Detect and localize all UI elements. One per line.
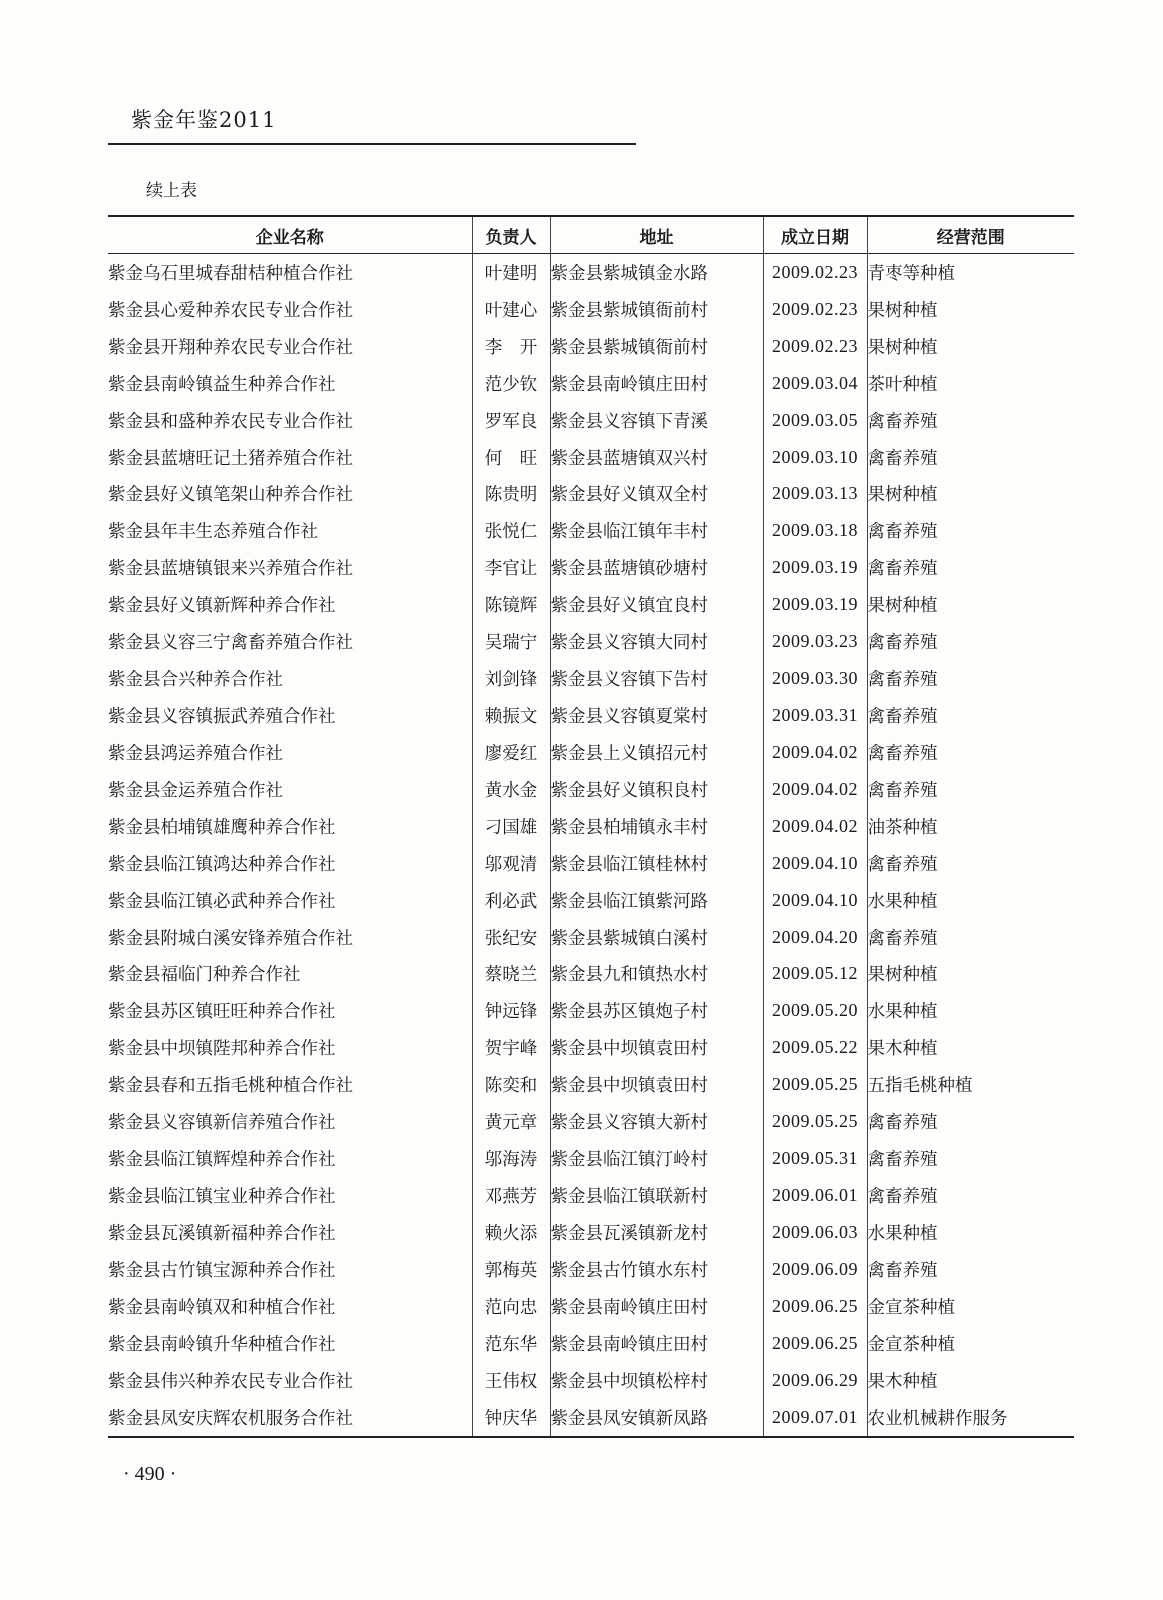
cell-address: 紫金县临江镇汀岭村 [550, 1140, 763, 1177]
table-row [108, 402, 1074, 439]
cell-date: 2009.03.23 [763, 623, 867, 660]
cell-scope: 水果种植 [867, 1214, 1074, 1251]
table-row [108, 1177, 1074, 1214]
cell-head: 叶建心 [472, 291, 550, 328]
cell-date: 2009.05.25 [763, 1103, 867, 1140]
cell-head: 李官让 [472, 549, 550, 586]
cell-head: 何 旺 [472, 439, 550, 476]
cell-address: 紫金县柏埔镇永丰村 [550, 808, 763, 845]
cell-head: 邓燕芳 [472, 1177, 550, 1214]
cell-address: 紫金县紫城镇金水路 [550, 254, 763, 291]
table-row [108, 365, 1074, 402]
cell-address: 紫金县紫城镇衙前村 [550, 328, 763, 365]
cell-head: 钟远锋 [472, 992, 550, 1029]
table-row [108, 476, 1074, 513]
header-rule [108, 143, 636, 145]
cell-address: 紫金县紫城镇白溪村 [550, 919, 763, 956]
cell-date: 2009.04.02 [763, 808, 867, 845]
table-continued-label: 续上表 [146, 181, 197, 201]
cell-address: 紫金县临江镇紫河路 [550, 882, 763, 919]
cell-date: 2009.06.01 [763, 1177, 867, 1214]
cell-name: 紫金县合兴种养合作社 [108, 670, 283, 691]
table-row [108, 992, 1074, 1029]
table-row [108, 549, 1074, 586]
cell-name: 紫金县南岭镇升华种植合作社 [108, 1334, 336, 1355]
cell-date: 2009.05.12 [763, 956, 867, 993]
cell-head: 叶建明 [472, 254, 550, 291]
table-row [108, 1399, 1074, 1437]
cell-address: 紫金县义容镇大同村 [550, 623, 763, 660]
cell-head: 陈贵明 [472, 476, 550, 513]
cell-date: 2009.03.10 [763, 439, 867, 476]
cell-head: 范东华 [472, 1325, 550, 1362]
cell-date: 2009.04.02 [763, 734, 867, 771]
cell-head: 赖振文 [472, 697, 550, 734]
cell-date: 2009.03.04 [763, 365, 867, 402]
cell-address: 紫金县义容镇大新村 [550, 1103, 763, 1140]
cell-head: 利必武 [472, 882, 550, 919]
cell-address: 紫金县蓝塘镇砂塘村 [550, 549, 763, 586]
cell-date: 2009.06.25 [763, 1325, 867, 1362]
cell-scope: 果木种植 [867, 1029, 1074, 1066]
cell-address: 紫金县义容镇下青溪 [550, 402, 763, 439]
cell-head: 王伟权 [472, 1362, 550, 1399]
cell-name: 紫金县开翔种养农民专业合作社 [108, 337, 353, 358]
cell-name: 紫金县瓦溪镇新福种养合作社 [108, 1223, 336, 1244]
cell-date: 2009.06.09 [763, 1251, 867, 1288]
cell-date: 2009.03.05 [763, 402, 867, 439]
cell-name: 紫金县义容镇振武养殖合作社 [108, 707, 336, 728]
cell-scope: 青枣等种植 [867, 254, 1074, 291]
table-row [108, 1288, 1074, 1325]
cell-scope: 禽畜养殖 [867, 660, 1074, 697]
table-row [108, 254, 1074, 291]
cell-scope: 禽畜养殖 [867, 549, 1074, 586]
cell-head: 李 开 [472, 328, 550, 365]
cell-name: 紫金县义容三宁禽畜养殖合作社 [108, 633, 353, 654]
cell-date: 2009.03.19 [763, 586, 867, 623]
cell-name: 紫金县柏埔镇雄鹰种养合作社 [108, 817, 336, 838]
cell-name: 紫金县南岭镇益生种养合作社 [108, 374, 336, 395]
cell-scope: 果树种植 [867, 328, 1074, 365]
column-header-date: 成立日期 [763, 216, 867, 254]
cell-name: 紫金县伟兴种养农民专业合作社 [108, 1371, 353, 1392]
cell-date: 2009.05.31 [763, 1140, 867, 1177]
cell-name: 紫金县金运养殖合作社 [108, 780, 283, 801]
cell-date: 2009.05.20 [763, 992, 867, 1029]
table-row [108, 660, 1074, 697]
cell-address: 紫金县临江镇联新村 [550, 1177, 763, 1214]
cell-scope: 禽畜养殖 [867, 771, 1074, 808]
table-row [108, 623, 1074, 660]
table-row [108, 845, 1074, 882]
cell-date: 2009.03.30 [763, 660, 867, 697]
cell-address: 紫金县义容镇下告村 [550, 660, 763, 697]
cell-scope: 金宣茶种植 [867, 1288, 1074, 1325]
table-row [108, 1325, 1074, 1362]
table-row [108, 586, 1074, 623]
cell-head: 张悦仁 [472, 512, 550, 549]
cell-name: 紫金县义容镇新信养殖合作社 [108, 1113, 336, 1134]
cell-scope: 禽畜养殖 [867, 919, 1074, 956]
cell-scope: 禽畜养殖 [867, 439, 1074, 476]
cell-head: 张纪安 [472, 919, 550, 956]
cell-name: 紫金县临江镇鸿达种养合作社 [108, 854, 336, 875]
cell-head: 范向忠 [472, 1288, 550, 1325]
cell-name: 紫金乌石里城春甜桔种植合作社 [108, 263, 353, 284]
cell-date: 2009.05.25 [763, 1066, 867, 1103]
cell-name: 紫金县苏区镇旺旺种养合作社 [108, 1002, 336, 1023]
cell-address: 紫金县南岭镇庄田村 [550, 1288, 763, 1325]
cell-date: 2009.03.18 [763, 512, 867, 549]
cell-scope: 禽畜养殖 [867, 697, 1074, 734]
cell-head: 刁国雄 [472, 808, 550, 845]
cell-name: 紫金县年丰生态养殖合作社 [108, 522, 318, 543]
cell-date: 2009.06.03 [763, 1214, 867, 1251]
cell-name: 紫金县和盛种养农民专业合作社 [108, 411, 353, 432]
table-row [108, 734, 1074, 771]
cell-name: 紫金县临江镇辉煌种养合作社 [108, 1150, 336, 1171]
cell-address: 紫金县好义镇双全村 [550, 476, 763, 513]
cell-scope: 禽畜养殖 [867, 402, 1074, 439]
cell-scope: 禽畜养殖 [867, 845, 1074, 882]
cell-scope: 禽畜养殖 [867, 1103, 1074, 1140]
cell-head: 郭梅英 [472, 1251, 550, 1288]
cell-address: 紫金县中坝镇松梓村 [550, 1362, 763, 1399]
cell-date: 2009.06.29 [763, 1362, 867, 1399]
table-row [108, 1140, 1074, 1177]
cell-name: 紫金县鸿运养殖合作社 [108, 743, 283, 764]
cell-head: 陈镜辉 [472, 586, 550, 623]
cell-address: 紫金县义容镇夏棠村 [550, 697, 763, 734]
cell-address: 紫金县紫城镇衙前村 [550, 291, 763, 328]
cell-address: 紫金县古竹镇水东村 [550, 1251, 763, 1288]
cell-name: 紫金县临江镇宝业种养合作社 [108, 1187, 336, 1207]
cell-date: 2009.05.22 [763, 1029, 867, 1066]
table-row [108, 919, 1074, 956]
cell-scope: 水果种植 [867, 992, 1074, 1029]
cell-head: 陈奕和 [472, 1066, 550, 1103]
cell-scope: 水果种植 [867, 882, 1074, 919]
cell-address: 紫金县中坝镇袁田村 [550, 1066, 763, 1103]
cell-scope: 果树种植 [867, 586, 1074, 623]
cell-scope: 果树种植 [867, 476, 1074, 513]
cell-address: 紫金县蓝塘镇双兴村 [550, 439, 763, 476]
cell-scope: 果树种植 [867, 956, 1074, 993]
table-header-row [108, 216, 1074, 254]
cell-date: 2009.03.31 [763, 697, 867, 734]
cell-address: 紫金县中坝镇袁田村 [550, 1029, 763, 1066]
cell-scope: 禽畜养殖 [867, 623, 1074, 660]
cell-name: 紫金县好义镇笔架山种养合作社 [108, 485, 353, 506]
cell-head: 贺宇峰 [472, 1029, 550, 1066]
cell-address: 紫金县凤安镇新凤路 [550, 1399, 763, 1437]
cell-head: 黄元章 [472, 1103, 550, 1140]
cell-scope: 禽畜养殖 [867, 512, 1074, 549]
cell-head: 刘剑锋 [472, 660, 550, 697]
table-row [108, 771, 1074, 808]
cell-head: 吴瑞宁 [472, 623, 550, 660]
cell-address: 紫金县好义镇积良村 [550, 771, 763, 808]
cell-date: 2009.03.19 [763, 549, 867, 586]
cell-scope: 禽畜养殖 [867, 734, 1074, 771]
cell-date: 2009.04.20 [763, 919, 867, 956]
cell-date: 2009.06.25 [763, 1288, 867, 1325]
cell-head: 罗军良 [472, 402, 550, 439]
table-row [108, 697, 1074, 734]
cell-date: 2009.02.23 [763, 291, 867, 328]
cell-head: 邬观清 [472, 845, 550, 882]
cell-address: 紫金县上义镇招元村 [550, 734, 763, 771]
cell-scope: 农业机械耕作服务 [867, 1399, 1074, 1437]
cell-name: 紫金县蓝塘旺记土猪养殖合作社 [108, 448, 353, 469]
table-row [108, 512, 1074, 549]
cell-scope: 茶叶种植 [867, 365, 1074, 402]
cell-address: 紫金县南岭镇庄田村 [550, 365, 763, 402]
cell-date: 2009.04.10 [763, 845, 867, 882]
running-header: 紫金年鉴2011 [131, 108, 277, 132]
column-header-address: 地址 [550, 216, 763, 254]
cell-name: 紫金县凤安庆辉农机服务合作社 [108, 1408, 353, 1429]
cell-name: 紫金县附城白溪安锋养殖合作社 [108, 928, 353, 949]
page-number: · 490 · [123, 1463, 177, 1485]
cell-address: 紫金县九和镇热水村 [550, 956, 763, 993]
table-row [108, 1066, 1074, 1103]
cell-head: 赖火添 [472, 1214, 550, 1251]
cell-head: 邬海涛 [472, 1140, 550, 1177]
cell-name: 紫金县心爱种养农民专业合作社 [108, 300, 353, 321]
table-row [108, 882, 1074, 919]
column-header-head: 负责人 [472, 216, 550, 254]
cell-address: 紫金县瓦溪镇新龙村 [550, 1214, 763, 1251]
cell-name: 紫金县临江镇必武种养合作社 [108, 891, 336, 912]
cell-address: 紫金县临江镇桂林村 [550, 845, 763, 882]
table-row [108, 1214, 1074, 1251]
cell-address: 紫金县苏区镇炮子村 [550, 992, 763, 1029]
table-row [108, 1029, 1074, 1066]
table-row [108, 1103, 1074, 1140]
table-row [108, 328, 1074, 365]
table-row [108, 956, 1074, 993]
cell-name: 紫金县蓝塘镇银来兴养殖合作社 [108, 559, 353, 580]
cell-date: 2009.07.01 [763, 1399, 867, 1437]
cell-date: 2009.04.10 [763, 882, 867, 919]
cell-name: 紫金县中坝镇陛邦种养合作社 [108, 1039, 336, 1060]
table-row [108, 1251, 1074, 1288]
cell-scope: 金宣茶种植 [867, 1325, 1074, 1362]
cell-head: 钟庆华 [472, 1399, 550, 1437]
cell-name: 紫金县南岭镇双和种植合作社 [108, 1297, 336, 1318]
table-row [108, 808, 1074, 845]
cell-address: 紫金县好义镇宜良村 [550, 586, 763, 623]
cell-scope: 禽畜养殖 [867, 1177, 1074, 1214]
cell-date: 2009.04.02 [763, 771, 867, 808]
cell-date: 2009.03.13 [763, 476, 867, 513]
cell-head: 黄水金 [472, 771, 550, 808]
cell-name: 紫金县古竹镇宝源种养合作社 [108, 1260, 336, 1281]
cell-scope: 果树种植 [867, 291, 1074, 328]
table-row [108, 291, 1074, 328]
cell-head: 廖爱红 [472, 734, 550, 771]
cooperative-table [108, 215, 1074, 1438]
cell-name: 紫金县福临门种养合作社 [108, 965, 301, 986]
cell-scope: 禽畜养殖 [867, 1140, 1074, 1177]
cell-scope: 禽畜养殖 [867, 1251, 1074, 1288]
table-row [108, 439, 1074, 476]
cell-address: 紫金县南岭镇庄田村 [550, 1325, 763, 1362]
cell-scope: 油茶种植 [867, 808, 1074, 845]
column-header-name: 企业名称 [108, 216, 472, 254]
cell-head: 蔡晓兰 [472, 956, 550, 993]
cell-address: 紫金县临江镇年丰村 [550, 512, 763, 549]
table-row [108, 1362, 1074, 1399]
cell-scope: 果木种植 [867, 1362, 1074, 1399]
column-header-scope: 经营范围 [867, 216, 1074, 254]
cell-name: 紫金县春和五指毛桃种植合作社 [108, 1076, 353, 1097]
cell-head: 范少钦 [472, 365, 550, 402]
cell-date: 2009.02.23 [763, 328, 867, 365]
cell-name: 紫金县好义镇新辉种养合作社 [108, 596, 336, 617]
cell-date: 2009.02.23 [763, 254, 867, 291]
cell-scope: 五指毛桃种植 [867, 1066, 1074, 1103]
